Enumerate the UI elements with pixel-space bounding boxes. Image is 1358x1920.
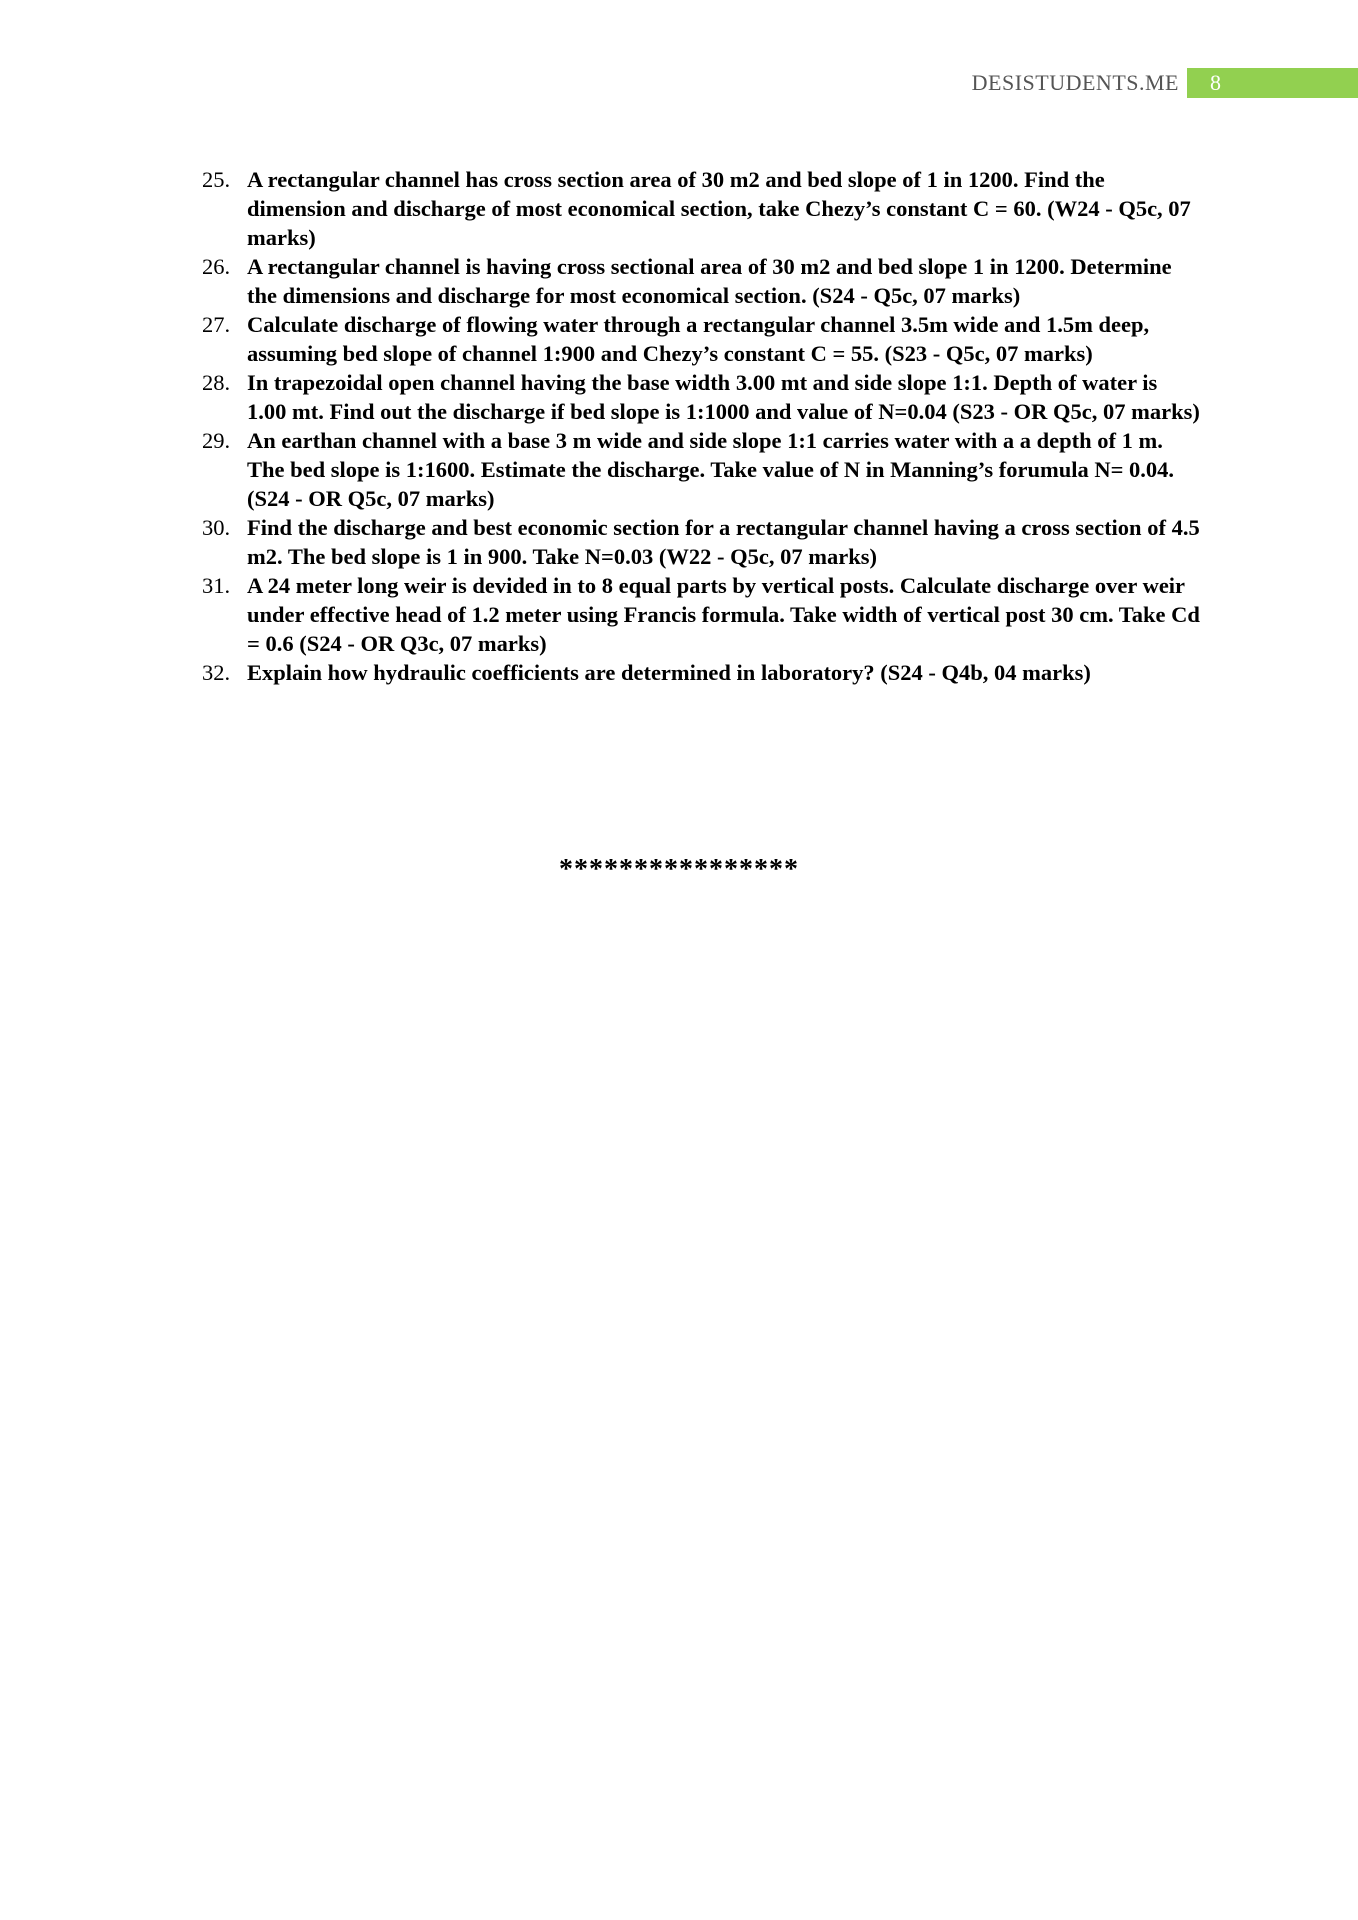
question-item bbox=[202, 658, 1202, 687]
question-text: A 24 meter long weir is devided in to 8 equal parts by vertical posts. Calculate discharge over weir under effective head of 1.2 meter using Francis formula. Take width of vertical post 30 cm. Take Cd = 0.6 (S24 - OR Q3c, 07 marks) bbox=[247, 573, 1200, 656]
question-number: 28. bbox=[202, 370, 231, 395]
question-text: In trapezoidal open channel having the base width 3.00 mt and side slope 1:1. Depth of water is 1.00 mt. Find out the discharge if bed slope is 1:1000 and value of N=0.04 (S23 - OR Q5c, 07 marks) bbox=[247, 370, 1200, 424]
question-item bbox=[202, 426, 1202, 513]
question-list bbox=[202, 165, 1202, 687]
question-text: Explain how hydraulic coefficients are determined in laboratory? (S24 - Q4b, 04 marks) bbox=[247, 660, 1091, 685]
question-text: Find the discharge and best economic section for a rectangular channel having a cross section of 4.5 m2. The bed slope is 1 in 900. Take N=0.03 (W22 - Q5c, 07 marks) bbox=[247, 515, 1200, 569]
question-item bbox=[202, 310, 1202, 368]
question-item bbox=[202, 165, 1202, 252]
question-number: 26. bbox=[202, 254, 231, 279]
question-number: 30. bbox=[202, 515, 231, 540]
question-text: Calculate discharge of flowing water through a rectangular channel 3.5m wide and 1.5m deep, assuming bed slope of channel 1:900 and Chezy’s constant C = 55. (S23 - Q5c, 07 marks) bbox=[247, 312, 1150, 366]
question-number: 29. bbox=[202, 428, 231, 453]
site-name: DESISTUDENTS.ME bbox=[971, 70, 1179, 95]
question-text: A rectangular channel has cross section area of 30 m2 and bed slope of 1 in 1200. Find the dimension and discharge of most economical section, take Chezy’s constant C = 60. (W24 - Q5c, 07 marks) bbox=[247, 167, 1191, 250]
question-number: 32. bbox=[202, 660, 231, 685]
question-text: An earthan channel with a base 3 m wide and side slope 1:1 carries water with a a depth of 1 m. The bed slope is 1:1600. Estimate the discharge. Take value of N in Manning’s forumula N= 0.04. (S24 - OR Q5c, 07 marks) bbox=[247, 428, 1175, 511]
question-text: A rectangular channel is having cross sectional area of 30 m2 and bed slope 1 in 1200. Determine the dimensions and discharge for most economical section. (S24 - Q5c, 07 marks) bbox=[247, 254, 1172, 308]
question-number: 25. bbox=[202, 167, 231, 192]
question-item bbox=[202, 513, 1202, 571]
question-number: 31. bbox=[202, 573, 231, 598]
question-item bbox=[202, 252, 1202, 310]
question-item bbox=[202, 368, 1202, 426]
page-number-badge: 8 bbox=[1187, 68, 1358, 98]
end-separator: **************** bbox=[559, 854, 799, 885]
question-item bbox=[202, 571, 1202, 658]
question-number: 27. bbox=[202, 312, 231, 337]
page-header bbox=[0, 68, 1358, 98]
